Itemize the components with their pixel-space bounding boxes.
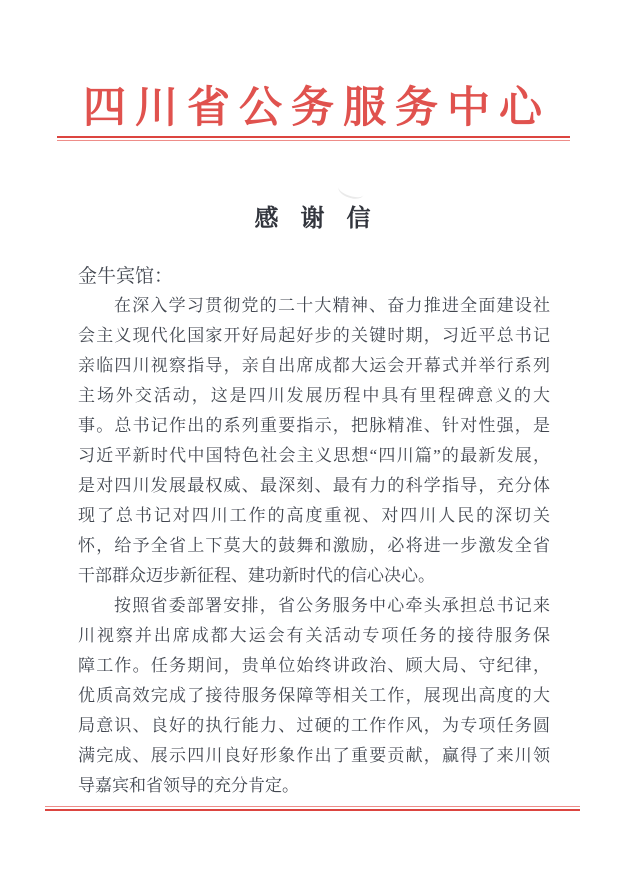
letter-line: 事。总书记作出的系列重要指示，把脉精准、针对性强，是 [78, 416, 550, 435]
letter-line: 干部群众迈步新征程、建功新时代的信心决心。 [78, 566, 435, 585]
letter-line: 亲临四川视察指导，亲自出席成都大运会开幕式并举行系列 [78, 356, 550, 375]
letter-line: 优质高效完成了接待服务保障等相关工作，展现出高度的大 [78, 686, 550, 705]
letterhead-divider-rule [57, 136, 570, 141]
footer-rule-thick-line [45, 809, 580, 811]
letterhead-org-name: 四川省公务服务中心 [83, 85, 551, 132]
letterhead-rule-thin-line [57, 140, 570, 141]
letter-line: 川视察并出席成都大运会有关活动专项任务的接待服务保 [78, 626, 550, 645]
letter-line: 按照省委部署安排，省公务服务中心牵头承担总书记来 [114, 596, 550, 615]
letter-body [78, 291, 550, 801]
letter-line: 局意识、良好的执行能力、过硬的工作作风，为专项任务圆 [78, 716, 550, 735]
footer-divider-rule [45, 806, 580, 811]
letter-line: 在深入学习贯彻党的二十大精神、奋力推进全面建设社 [114, 296, 550, 315]
letter-line: 会主义现代化国家开好局起好步的关键时期，习近平总书记 [78, 326, 550, 345]
letter-line: 习近平新时代中国特色社会主义思想“四川篇”的最新发展， [78, 446, 550, 465]
letter-line: 主场外交活动，这是四川发展历程中具有里程碑意义的大 [78, 386, 550, 405]
letter-line: 怀，给予全省上下莫大的鼓舞和激励，必将进一步激发全省 [78, 536, 550, 555]
letter-salutation: 金牛宾馆： [78, 266, 174, 287]
letter-line: 是对四川发展最权威、最深刻、最有力的科学指导，充分体 [78, 476, 550, 495]
letter-line: 障工作。任务期间，贵单位始终讲政治、顾大局、守纪律， [78, 656, 550, 675]
letter-line: 导嘉宾和省领导的充分肯定。 [78, 776, 299, 795]
letter-line: 满完成、展示四川良好形象作出了重要贡献，赢得了来川领 [78, 746, 550, 765]
letter-line: 现了总书记对四川工作的高度重视、对四川人民的深切关 [78, 506, 550, 525]
letter-title: 感 谢 信 [254, 206, 379, 232]
